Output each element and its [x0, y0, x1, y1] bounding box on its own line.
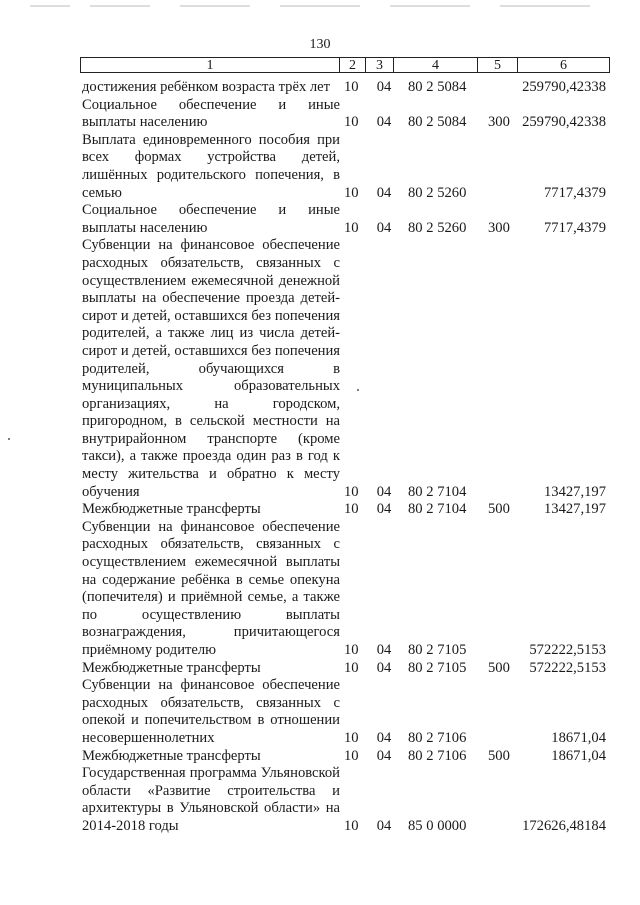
row-amount: 572222,5153: [529, 642, 606, 658]
row-target-code: 80 2 7106: [408, 729, 467, 746]
row-section: 10: [344, 501, 359, 518]
col-header-4: 4: [393, 58, 477, 72]
row-target-code: 80 2 5084: [408, 79, 467, 95]
row-amount: 572222,5153: [529, 659, 606, 676]
table-row: [82, 237, 612, 501]
col-header-3: 3: [365, 58, 393, 72]
row-amount: 18671,04: [551, 729, 606, 746]
row-target-code: 80 2 7104: [408, 483, 467, 500]
row-subsection: 04: [376, 817, 392, 834]
row-section: 10: [344, 659, 359, 676]
table-row: [82, 677, 612, 747]
col-header-1: 1: [206, 58, 214, 73]
scan-speck: [8, 438, 10, 440]
row-name: Социальное обеспечение и иные выплаты населению: [82, 202, 340, 236]
row-subsection: 04: [376, 483, 392, 500]
row-target-code: 80 2 7106: [408, 747, 467, 764]
col-header-6: 6: [517, 58, 609, 72]
table-row: [82, 660, 612, 678]
row-name: достижения ребёнком возраста трёх лет: [82, 79, 331, 95]
row-name: Субвенции на финансовое обеспечение расходных обязательств, связанных с осуществлением ежемесячной денежной выплаты на обеспечение проезда детей-сирот и детей, оставшихся без попечения родителей, а также лиц из числа детей-сирот и детей, оставшихся без попечения родителей, обучающихся в муниципальных образовательных организациях, на городском, пригородном, в сельской местности на внутрирайонном транспорте (кроме такси), а также проезда один раз в год к месту жительства и обратно к месту обучения: [82, 237, 340, 500]
col-header-2: 2: [339, 58, 365, 72]
row-section: 10: [344, 817, 359, 834]
table-header: [80, 57, 610, 73]
table-row: [82, 765, 612, 835]
row-subsection: 04: [376, 747, 392, 764]
row-expense-type: 300: [488, 114, 510, 131]
row-subsection: 04: [376, 219, 392, 236]
row-section: 10: [344, 114, 359, 131]
row-expense-type: 500: [488, 747, 510, 764]
row-section: 10: [344, 184, 359, 201]
row-name: Государственная программа Ульяновской области «Развитие строительства и архитектуры в Ульяновской области» на 2014-2018 годы: [82, 765, 340, 834]
row-name: Межбюджетные трансферты: [82, 501, 261, 518]
row-section: 10: [344, 729, 359, 746]
scan-speck: [357, 389, 359, 391]
row-name: Социальное обеспечение и иные выплаты населению: [82, 96, 340, 131]
table-row: [82, 501, 612, 519]
col-header-5: 5: [477, 58, 517, 72]
row-subsection: 04: [376, 729, 392, 746]
row-subsection: 04: [376, 642, 392, 658]
page-number: 130: [309, 37, 331, 52]
row-target-code: 80 2 5084: [408, 114, 467, 131]
row-expense-type: 500: [488, 659, 510, 676]
row-amount: 172626,48184: [522, 817, 606, 834]
row-target-code: 80 2 5260: [408, 219, 467, 236]
row-amount: 18671,04: [551, 747, 606, 764]
row-subsection: 04: [376, 114, 392, 131]
row-expense-type: 300: [488, 219, 510, 236]
table-row: [82, 132, 612, 202]
row-name: Выплата единовременного пособия при всех формах устройства детей, лишённых родительского попечения, в семью: [82, 131, 340, 201]
row-section: 10: [344, 79, 359, 95]
row-amount: 13427,197: [543, 501, 606, 518]
row-target-code: 80 2 5260: [408, 184, 467, 201]
row-name: Субвенции на финансовое обеспечение расходных обязательств, связанных с опекой и попечительством в отношении несовершеннолетних: [82, 677, 340, 746]
row-target-code: 80 2 7104: [408, 501, 467, 518]
row-subsection: 04: [376, 184, 392, 201]
row-target-code: 80 2 7105: [408, 642, 467, 658]
row-target-code: 80 2 7105: [408, 659, 467, 676]
row-amount: 259790,42338: [522, 79, 606, 95]
row-amount: 13427,197: [543, 483, 606, 500]
table-row: [82, 97, 612, 132]
row-target-code: 85 0 0000: [408, 817, 467, 834]
row-amount: 7717,4379: [543, 219, 606, 236]
scan-noise-top: [30, 4, 610, 8]
row-amount: 7717,4379: [543, 184, 606, 201]
table-row: [82, 519, 612, 660]
table-row: [82, 79, 612, 97]
row-name: Межбюджетные трансферты: [82, 659, 261, 676]
row-subsection: 04: [376, 501, 392, 518]
table-row: [82, 202, 612, 237]
row-amount: 259790,42338: [522, 114, 606, 131]
row-subsection: 04: [376, 659, 392, 676]
row-section: 10: [344, 642, 359, 658]
row-section: 10: [344, 219, 359, 236]
row-expense-type: 500: [488, 501, 510, 518]
row-name: Субвенции на финансовое обеспечение расходных обязательств, связанных с осуществлением ежемесячной выплаты на содержание ребёнка в семье опекуна (попечителя) и приёмной семье, а также по осуществлению выплаты вознаграждения, причитающегося приёмному родителю: [82, 518, 340, 658]
table-row: [82, 748, 612, 766]
row-name: Межбюджетные трансферты: [82, 747, 261, 764]
row-section: 10: [344, 747, 359, 764]
row-subsection: 04: [376, 79, 392, 95]
row-section: 10: [344, 483, 359, 500]
budget-table-body: [82, 79, 612, 836]
